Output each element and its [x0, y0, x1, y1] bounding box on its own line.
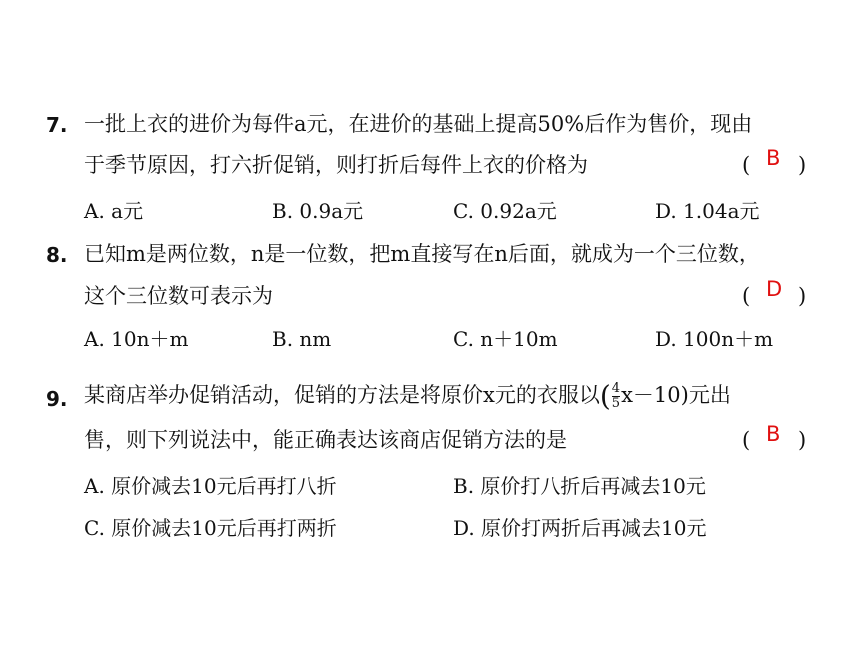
option-d: D. 原价打两折后再减去10元: [453, 516, 707, 540]
option-b: B. 原价打八折后再减去10元: [453, 474, 706, 498]
question-text-part1: 某商店举办促销活动，促销的方法是将原价x元的衣服以: [84, 383, 600, 407]
question-text-line2: 这个三位数可表示为: [84, 284, 273, 308]
option-d: D. 100n＋m: [655, 327, 774, 351]
option-b: B. 0.9a元: [272, 199, 364, 223]
fraction-numerator: 4: [611, 381, 621, 396]
question-number: 8.: [46, 243, 68, 267]
question-text-line1: [84, 381, 731, 411]
question-text-line1: 一批上衣的进价为每件a元，在进价的基础上提高50%后作为售价，现由: [84, 112, 753, 136]
option-c: C. n＋10m: [453, 327, 558, 351]
question-text-line1: 已知m是两位数，n是一位数，把m直接写在n后面，就成为一个三位数，: [84, 242, 760, 266]
question-text-part2: x－10)元出: [621, 383, 731, 407]
fraction: [612, 382, 620, 411]
open-paren: (: [599, 379, 611, 413]
option-b: B. nm: [272, 327, 332, 351]
option-c: C. 原价减去10元后再打两折: [84, 516, 337, 540]
answer-paren-open: (: [742, 153, 751, 177]
question-number: 9.: [46, 387, 68, 411]
answer-paren-open: (: [742, 284, 751, 308]
answer-mark: B: [766, 422, 781, 446]
option-a: A. a元: [84, 199, 144, 223]
answer-paren-close: ): [798, 428, 807, 452]
answer-mark: B: [766, 146, 781, 170]
option-d: D. 1.04a元: [655, 199, 760, 223]
answer-paren-close: ): [798, 284, 807, 308]
question-text-line2: 售，则下列说法中，能正确表达该商店促销方法的是: [84, 428, 567, 452]
fraction-denominator: 5: [611, 396, 621, 411]
answer-mark: D: [766, 277, 783, 301]
answer-paren-close: ): [798, 153, 807, 177]
option-a: A. 10n＋m: [84, 327, 189, 351]
answer-paren-open: (: [742, 428, 751, 452]
question-text-line2: 于季节原因，打六折促销，则打折后每件上衣的价格为: [84, 153, 588, 177]
option-a: A. 原价减去10元后再打八折: [84, 474, 337, 498]
question-number: 7.: [46, 113, 68, 137]
option-c: C. 0.92a元: [453, 199, 557, 223]
